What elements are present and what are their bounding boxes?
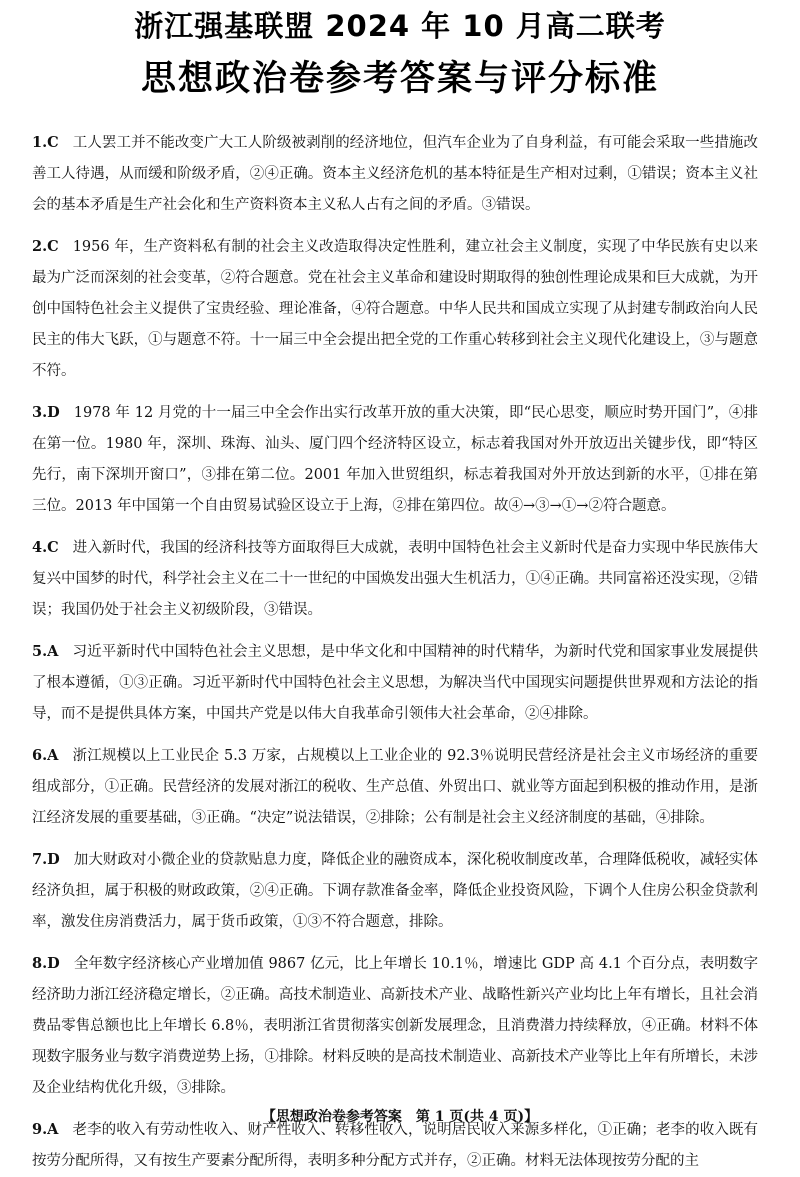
question-number: 5. [32, 643, 48, 660]
answer-explanation: 进入新时代，我国的经济科技等方面取得巨大成就，表明中国特色社会主义新时代是奋力实现中华民族伟大复兴中国梦的时代，科学社会主义在二十一世纪的中国焕发出强大生机活力，①④正确。共同富裕还没实现，②错误；我国仍处于社会主义初级阶段，③错误。 [32, 540, 758, 618]
answer-choice: C [47, 539, 59, 556]
answer-item [32, 948, 758, 1104]
answer-choice: D [47, 404, 60, 421]
answer-explanation: 浙江规模以上工业民企 5.3 万家，占规模以上工业企业的 92.3％说明民营经济是社会主义市场经济的重要组成部分，①正确。民营经济的发展对浙江的税收、生产总值、外贸出口、就业等方面起到积极的推动作用，是浙江经济发展的重要基础，③正确。“决定”说法错误，②排除；公有制是社会主义经济制度的基础，④排除。 [32, 748, 758, 826]
question-number: 2. [32, 238, 48, 255]
answer-item [32, 532, 758, 626]
document-title: 思想政治卷参考答案与评分标准 [140, 59, 659, 99]
question-number: 9. [32, 1121, 48, 1138]
answer-choice: C [47, 134, 59, 151]
answer-explanation: 全年数字经济核心产业增加值 9867 亿元，比上年增长 10.1％，增速比 GDP 高 4.1 个百分点，表明数字经济助力浙江经济稳定增长，②正确。高技术制造业、高新技术产业、战略性新兴产业均比上年有增长，且社会消费品零售总额也比上年增长 6.8％，表明浙江省贯彻落实创新发展理念，且消费潜力持续释放，④正确。材料不体现数字服务业与数字消费逆势上扬，①排除。材料反映的是高技术制造业、高新技术产业等比上年有所增长，未涉及企业结构优化升级，③排除。 [32, 956, 758, 1096]
answer-choice: D [47, 955, 60, 972]
answer-explanation: 加大财政对小微企业的贷款贴息力度，降低企业的融资成本，深化税收制度改革，合理降低税收，减轻实体经济负担，属于积极的财政政策，②④正确。下调存款准备金率，降低企业投资风险，下调个人住房公积金贷款利率，激发住房消费活力，属于货币政策，①③不符合题意，排除。 [32, 852, 758, 930]
answer-item [32, 844, 758, 938]
answer-item [32, 127, 758, 221]
answer-explanation: 1978 年 12 月党的十一届三中全会作出实行改革开放的重大决策，即“民心思变，顺应时势开国门”，④排在第一位。1980 年，深圳、珠海、汕头、厦门四个经济特区设立，标志着我国对外开放迈出关键步伐，即“特区先行，南下深圳开窗口”，③排在第二位。2001 年加入世贸组织，标志着我国对外开放达到新的水平，①排在第三位。2013 年中国第一个自由贸易试验区设立于上海，②排在第四位。故④→③→①→②符合题意。 [32, 405, 758, 514]
answer-explanation: 1956 年，生产资料私有制的社会主义改造取得决定性胜利，建立社会主义制度，实现了中华民族有史以来最为广泛而深刻的社会变革，②符合题意。党在社会主义革命和建设时期取得的独创性理论成果和巨大成就，为开创中国特色社会主义提供了宝贵经验、理论准备，④符合题意。中华人民共和国成立实现了从封建专制政治向人民民主的伟大飞跃，①与题意不符。十一届三中全会提出把全党的工作重心转移到社会主义现代化建设上，③与题意不符。 [32, 239, 758, 379]
answer-item [32, 636, 758, 730]
answer-choice: A [47, 643, 59, 660]
question-number: 7. [32, 851, 48, 868]
answer-item [32, 740, 758, 834]
answer-choice: C [47, 238, 59, 255]
answer-choice: A [47, 1121, 59, 1138]
answer-item [32, 231, 758, 387]
question-number: 4. [32, 539, 48, 556]
answer-list [0, 101, 800, 1177]
answer-choice: A [47, 747, 59, 764]
page-footer: 【思想政治卷参考答案 第 1 页(共 4 页)】 [261, 1109, 539, 1125]
answer-explanation: 工人罢工并不能改变广大工人阶级被剥削的经济地位，但汽车企业为了自身利益，有可能会采取一些措施改善工人待遇，从而缓和阶级矛盾，②④正确。资本主义经济危机的基本特征是生产相对过剩，①错误；资本主义社会的基本矛盾是生产社会化和生产资料资本主义私人占有之间的矛盾。③错误。 [32, 135, 758, 213]
answer-explanation: 老李的收入有劳动性收入、财产性收入、转移性收入，说明居民收入来源多样化，①正确；老李的收入既有按劳分配所得，又有按生产要素分配所得，表明多种分配方式并存，②正确。材料无法体现按劳分配的主 [32, 1122, 758, 1169]
question-number: 8. [32, 955, 48, 972]
question-number: 3. [32, 404, 48, 421]
question-number: 6. [32, 747, 48, 764]
answer-choice: D [47, 851, 60, 868]
answer-explanation: 习近平新时代中国特色社会主义思想，是中华文化和中国精神的时代精华，为新时代党和国家事业发展提供了根本遵循，①③正确。习近平新时代中国特色社会主义思想，为解决当代中国现实问题提供世界观和方法论的指导，而不是提供具体方案，中国共产党是以伟大自我革命引领伟大社会革命，②④排除。 [32, 644, 758, 722]
answer-item [32, 397, 758, 522]
question-number: 1. [32, 134, 48, 151]
exam-title: 浙江强基联盟 2024 年 10 月高二联考 [134, 9, 666, 43]
